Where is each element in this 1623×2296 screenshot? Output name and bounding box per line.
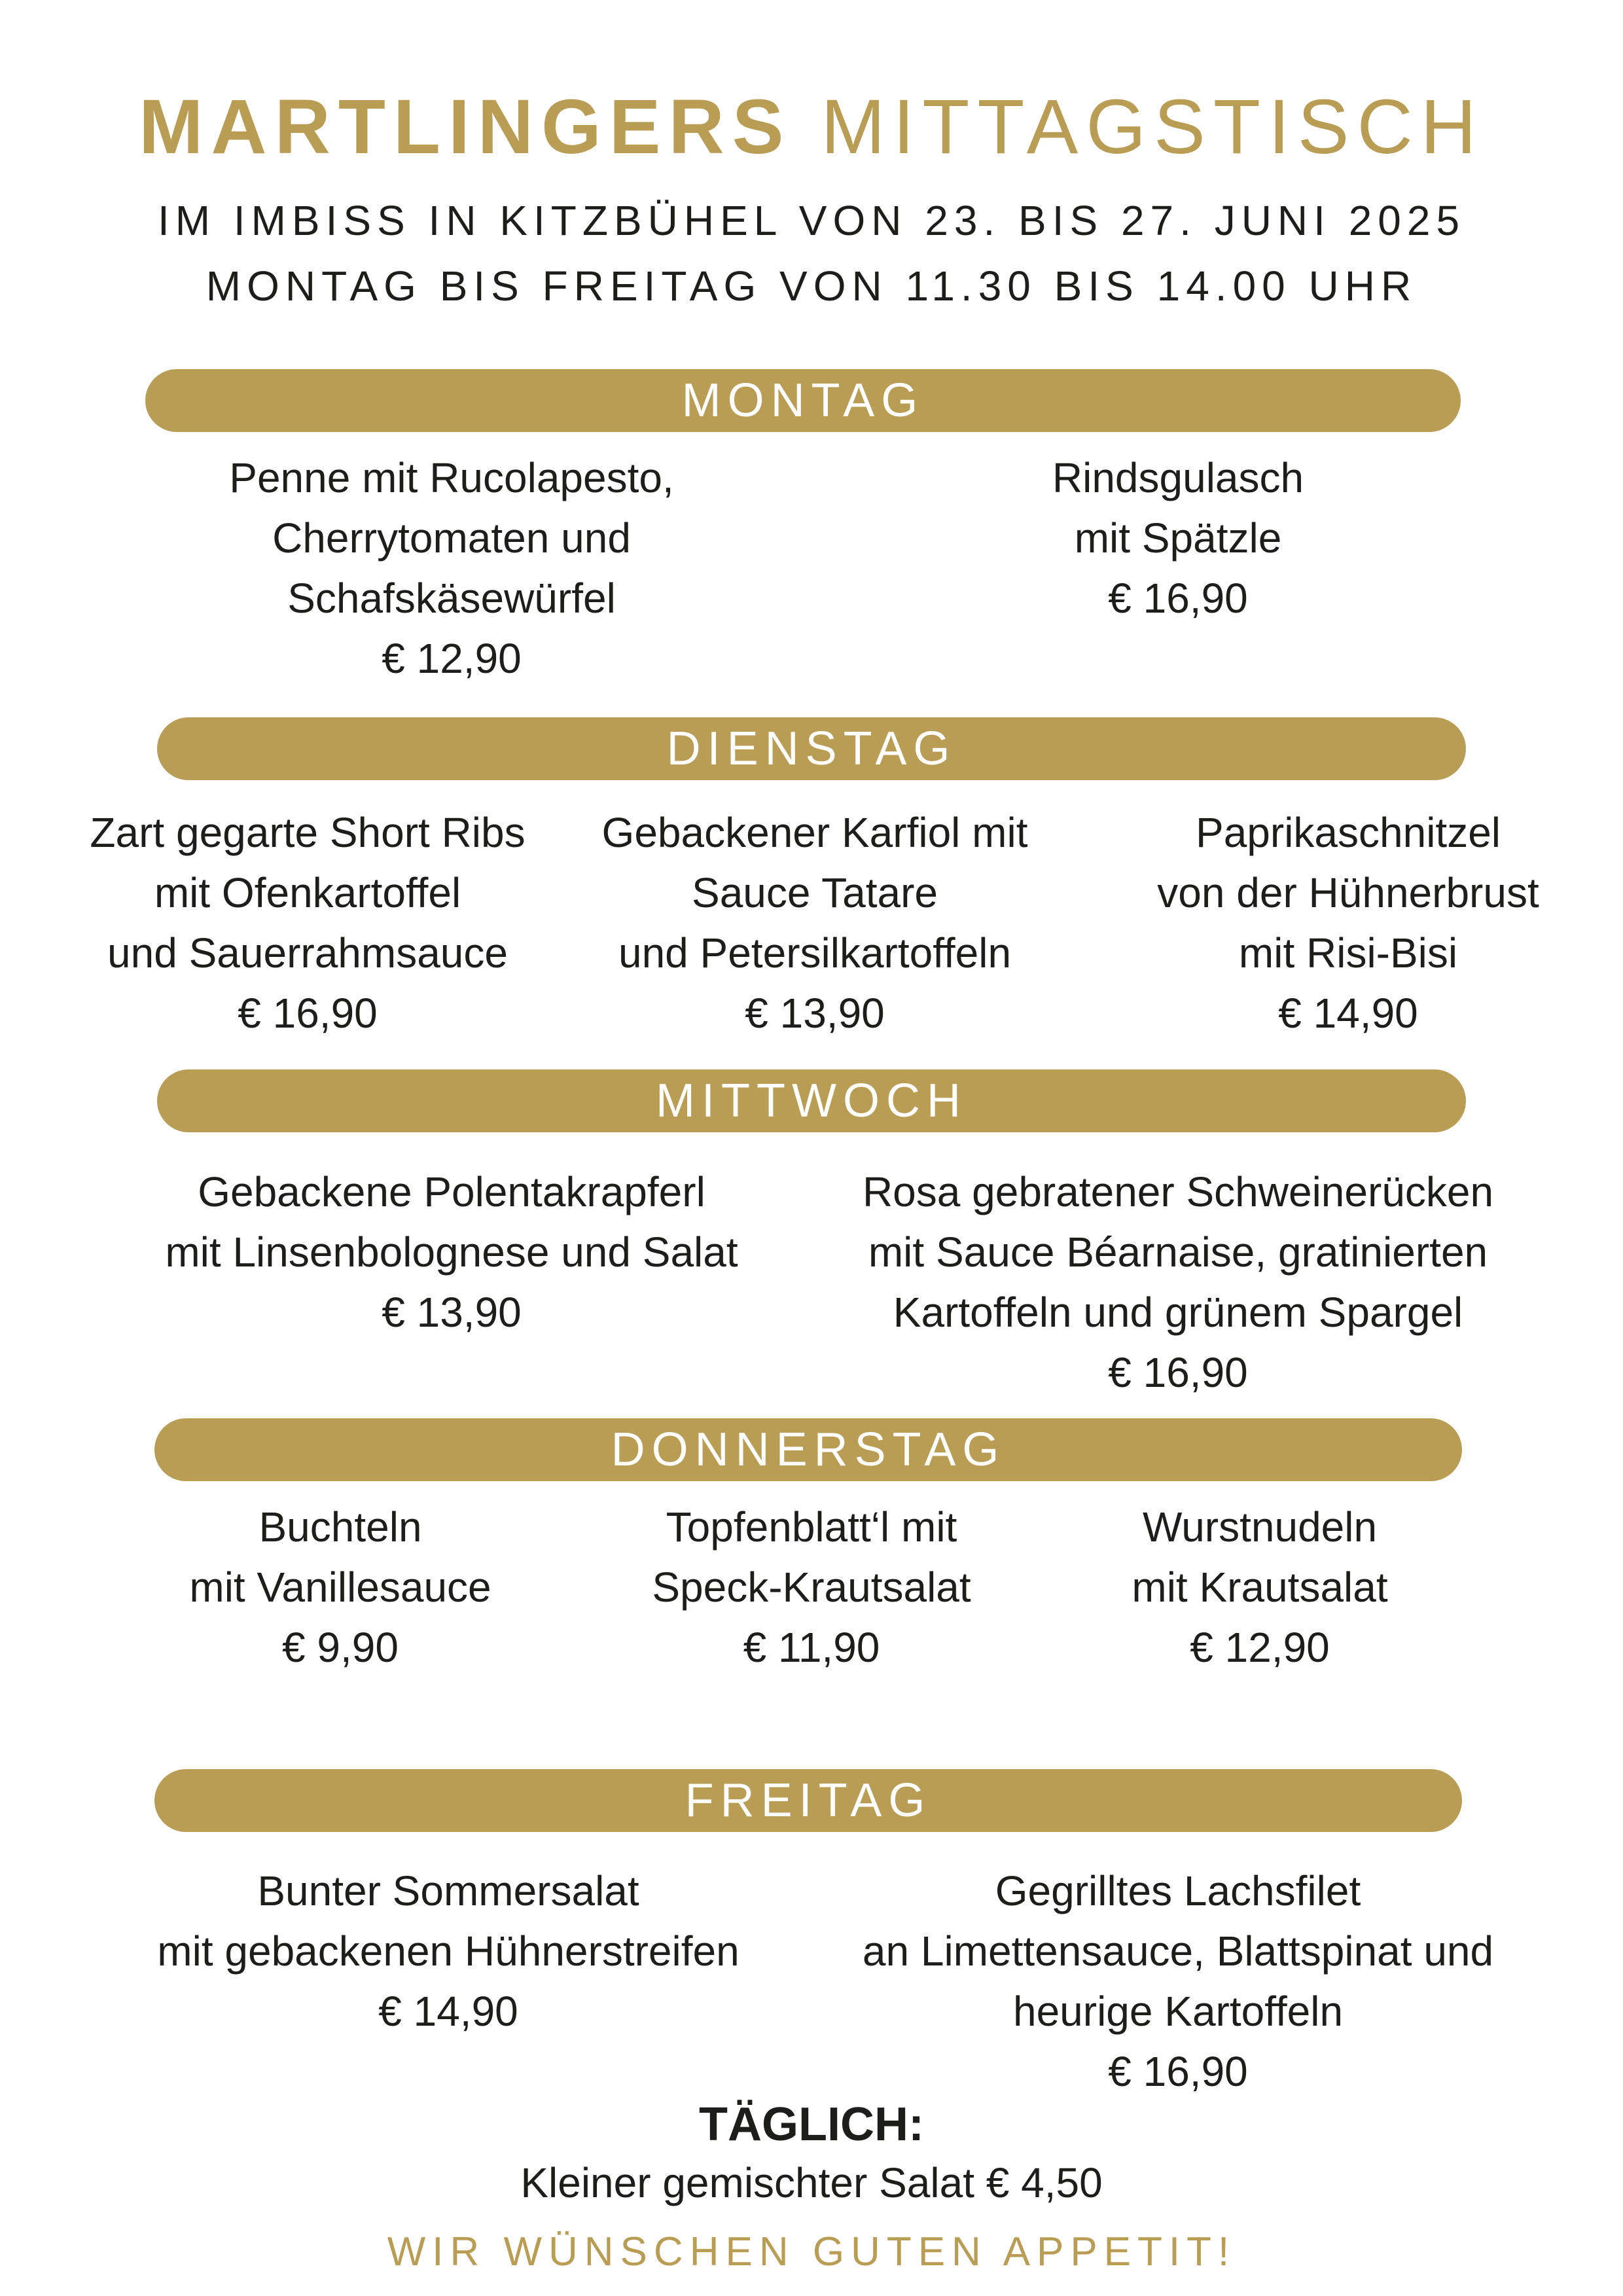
dish-dienstag-1 bbox=[46, 802, 569, 1043]
dish-line: Zart gegarte Short Ribs bbox=[90, 809, 526, 856]
dish-dienstag-2 bbox=[553, 802, 1077, 1043]
dish-line: Topfenblatt‘l mit bbox=[666, 1503, 957, 1551]
day-banner-dienstag: DIENSTAG bbox=[157, 717, 1466, 780]
dish-line: mit Sauce Béarnaise, gratinierten bbox=[868, 1229, 1488, 1276]
subtitle-opening-hours: MONTAG BIS FREITAG VON 11.30 BIS 14.00 UHR bbox=[205, 262, 1418, 310]
dish-donnerstag-3 bbox=[998, 1497, 1522, 1677]
dish-line: Gegrilltes Lachsfilet bbox=[995, 1867, 1361, 1914]
dish-mittwoch-1 bbox=[124, 1162, 779, 1342]
dish-line: mit Vanillesauce bbox=[189, 1564, 491, 1611]
dish-price: € 11,90 bbox=[743, 1624, 880, 1671]
dish-line: Sauce Tatare bbox=[692, 869, 938, 916]
dish-price: € 16,90 bbox=[1108, 575, 1248, 622]
dish-line: Wurstnudeln bbox=[1142, 1503, 1378, 1551]
dish-line: mit Krautsalat bbox=[1132, 1564, 1388, 1611]
dish-line: Paprikaschnitzel bbox=[1196, 809, 1501, 856]
dish-line: mit gebackenen Hühnerstreifen bbox=[157, 1928, 740, 1975]
dish-mittwoch-2 bbox=[851, 1162, 1505, 1403]
dish-price: € 12,90 bbox=[382, 635, 522, 682]
dish-price: € 9,90 bbox=[282, 1624, 399, 1671]
dish-dienstag-3 bbox=[1086, 802, 1610, 1043]
dish-line: Buchteln bbox=[259, 1503, 422, 1551]
closing-greeting: WIR WÜNSCHEN GUTEN APPETIT! bbox=[387, 2229, 1236, 2274]
dish-line: Speck-Krautsalat bbox=[652, 1564, 971, 1611]
dish-freitag-2 bbox=[818, 1861, 1538, 2102]
dish-price: € 16,90 bbox=[1108, 1349, 1248, 1396]
dish-price: € 13,90 bbox=[745, 990, 885, 1037]
dish-price: € 16,90 bbox=[238, 990, 378, 1037]
dish-line: mit Risi-Bisi bbox=[1238, 929, 1458, 977]
dish-price: € 14,90 bbox=[378, 1988, 518, 2035]
dish-line: Gebackener Karfiol mit bbox=[601, 809, 1028, 856]
daily-heading: TÄGLICH: bbox=[699, 2098, 924, 2151]
dish-price: € 13,90 bbox=[382, 1289, 522, 1336]
dish-line: mit Linsenbolognese und Salat bbox=[165, 1229, 738, 1276]
dish-price: € 16,90 bbox=[1108, 2048, 1248, 2095]
dish-line: von der Hühnerbrust bbox=[1157, 869, 1539, 916]
dish-line: Bunter Sommersalat bbox=[257, 1867, 639, 1914]
dish-line: und Sauerrahmsauce bbox=[107, 929, 508, 977]
day-banner-montag: MONTAG bbox=[145, 369, 1461, 432]
dish-montag-1 bbox=[124, 448, 779, 689]
dish-price: € 14,90 bbox=[1278, 990, 1418, 1037]
dish-line: mit Spätzle bbox=[1074, 514, 1282, 562]
dish-line: Cherrytomaten und bbox=[272, 514, 631, 562]
dish-donnerstag-2 bbox=[550, 1497, 1073, 1677]
dish-line: Gebackene Polentakrapferl bbox=[198, 1168, 705, 1215]
menu-title bbox=[0, 85, 1623, 170]
dish-line: Rindsgulasch bbox=[1052, 454, 1304, 501]
day-banner-mittwoch: MITTWOCH bbox=[157, 1069, 1466, 1132]
title-suffix: MITTAGSTISCH bbox=[821, 84, 1484, 170]
dish-line: mit Ofenkartoffel bbox=[154, 869, 461, 916]
dish-line: Schafskäsewürfel bbox=[287, 575, 616, 622]
daily-offer: Kleiner gemischter Salat € 4,50 bbox=[520, 2159, 1103, 2206]
dish-line: an Limettensauce, Blattspinat und bbox=[862, 1928, 1494, 1975]
dish-line: Kartoffeln und grünem Spargel bbox=[893, 1289, 1463, 1336]
subtitle-location-dates: IM IMBISS IN KITZBÜHEL VON 23. BIS 27. JUNI 2025 bbox=[157, 197, 1466, 244]
dish-price: € 12,90 bbox=[1190, 1624, 1330, 1671]
dish-montag-2 bbox=[851, 448, 1505, 628]
dish-line: Rosa gebratener Schweinerücken bbox=[862, 1168, 1494, 1215]
dish-line: heurige Kartoffeln bbox=[1012, 1988, 1344, 2035]
dish-line: und Petersilkartoffeln bbox=[618, 929, 1012, 977]
dish-freitag-1 bbox=[121, 1861, 776, 2041]
dish-donnerstag-1 bbox=[79, 1497, 602, 1677]
day-banner-freitag: FREITAG bbox=[154, 1769, 1462, 1832]
title-brand: MARTLINGERS bbox=[139, 84, 792, 170]
day-banner-donnerstag: DONNERSTAG bbox=[154, 1418, 1462, 1481]
dish-line: Penne mit Rucolapesto, bbox=[229, 454, 674, 501]
